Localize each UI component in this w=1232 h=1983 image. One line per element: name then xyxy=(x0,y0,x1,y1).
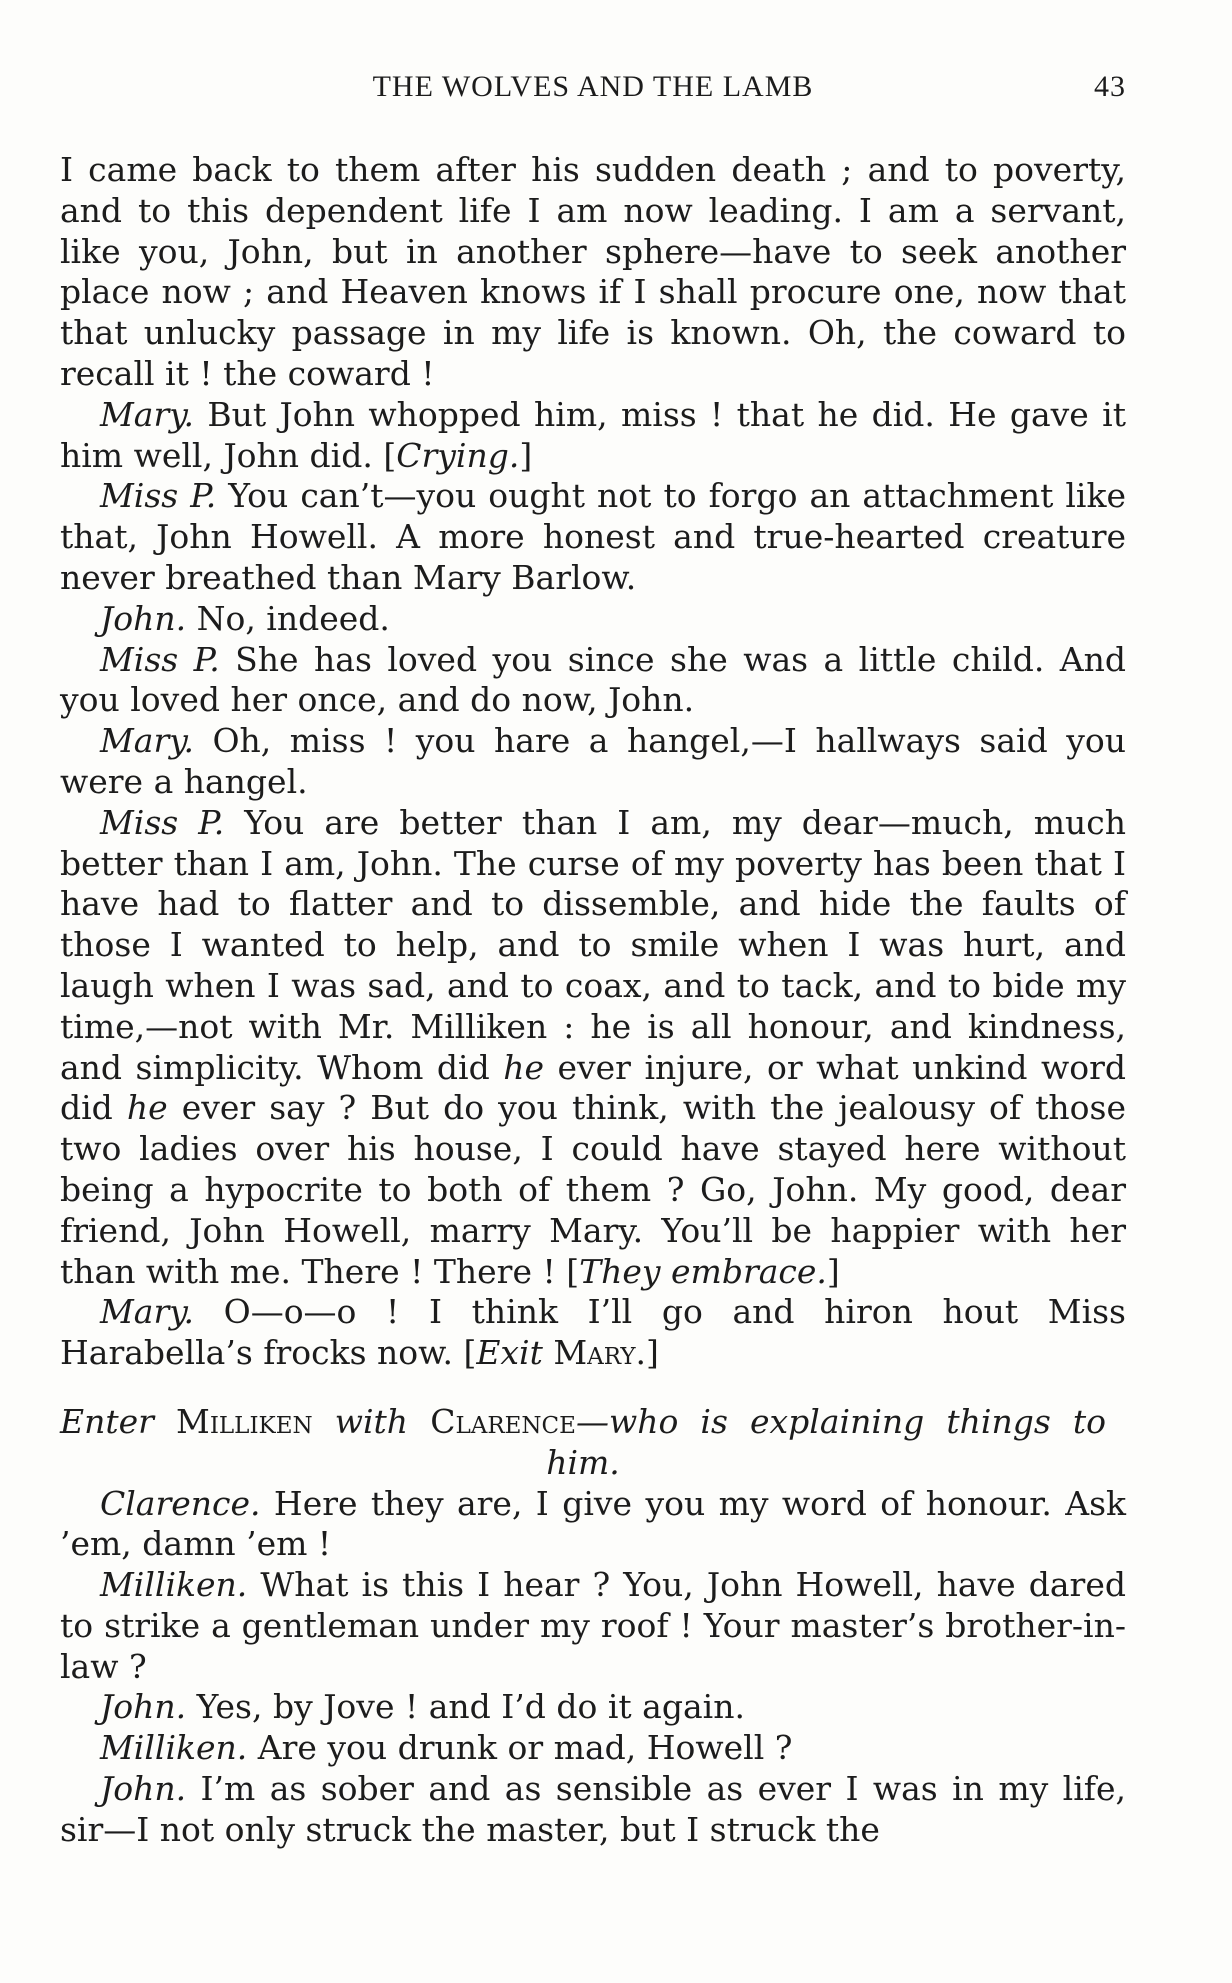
entrance-enter: Enter xyxy=(60,1401,154,1441)
speech-text: What is this I hear ? You, John Howell, have dared to strike a gentleman under my roof ! Your master’s brother-in-law ? xyxy=(60,1565,1126,1686)
speaker-name: Milliken. xyxy=(100,1728,248,1768)
stage-direction: They embrace. xyxy=(579,1251,827,1291)
speech-text: You can’t—you ought not to forgo an attachment like that, John Howell. A more honest and true-hearted creature never breathed than Mary Barlow. xyxy=(60,476,1126,597)
speech-john xyxy=(60,1687,1126,1728)
speaker-name: Clarence. xyxy=(100,1483,261,1523)
speaker-name: John. xyxy=(100,1687,187,1727)
bracket-close: ] xyxy=(646,1333,659,1373)
speech-miss-p xyxy=(60,476,1126,598)
speech-milliken xyxy=(60,1565,1126,1687)
speech-text: Here they are, I give you my word of honour. Ask ’em, damn ’em ! xyxy=(60,1483,1126,1564)
speech-text: No, indeed. xyxy=(186,598,390,638)
speaker-name: Milliken. xyxy=(100,1565,248,1605)
speaker-name: Miss P. xyxy=(100,476,217,516)
stage-direction-exit: Exit xyxy=(476,1333,543,1373)
speaker-name: Mary. xyxy=(100,1292,194,1332)
speaker-name: John. xyxy=(100,598,187,638)
speech-mary xyxy=(60,1292,1126,1374)
continuation-text: I came back to them after his sudden death ; and to poverty, and to this dependent life I am now leading. I am a servant, like you, John, but in another sphere—have to seek another place now ; and Heaven knows if I shall procure one, now that that unlucky passage in my life is known. Oh, the coward to recall it ! the coward ! xyxy=(60,150,1126,393)
speech-text: ever say ? But do you think, with the jealousy of those two ladies over his house, I could have stayed here without being a hypocrite to both of them ? Go, John. My good, dear friend, John Howell, marry Mary. You’ll be happier with her than with me. There ! There ! [ xyxy=(60,1088,1126,1291)
speech-milliken xyxy=(60,1728,1126,1769)
speech-text: Are you drunk or mad, Howell ? xyxy=(247,1728,793,1768)
speech-mary xyxy=(60,721,1126,803)
stage-direction-name: Mary. xyxy=(542,1333,647,1373)
play-text xyxy=(60,150,1126,1851)
speaker-name: Miss P. xyxy=(100,639,220,679)
paragraph-continuation xyxy=(60,150,1126,395)
speech-john xyxy=(60,599,1126,640)
speech-text: She has loved you since she was a little child. And you loved her once, and do now, John. xyxy=(60,639,1126,720)
running-head: THE WOLVES AND THE LAMB xyxy=(372,70,814,103)
page-number: 43 xyxy=(1094,70,1126,103)
stage-direction: Crying. xyxy=(396,435,520,475)
emphasis: he xyxy=(126,1088,168,1128)
emphasis: he xyxy=(503,1047,544,1087)
speech-text: O—o—o ! I think I’ll go and hiron hout Miss Harabella’s frocks now. [ xyxy=(60,1292,1126,1373)
page-header xyxy=(60,70,1126,114)
speech-text: ever injure, or what unkind word did xyxy=(60,1047,1127,1128)
speech-text: Oh, miss ! you hare a hangel,—I hallways said you were a hangel. xyxy=(60,721,1126,801)
speaker-name: Miss P. xyxy=(100,802,225,842)
speech-clarence xyxy=(60,1484,1126,1566)
bracket-close: ] xyxy=(519,435,533,475)
stage-direction-entrance xyxy=(60,1402,1106,1484)
entrance-with: with xyxy=(334,1401,409,1441)
speech-miss-p xyxy=(60,640,1126,722)
speech-text: Yes, by Jove ! and I’d do it again. xyxy=(186,1687,745,1727)
entrance-character: Clarence xyxy=(408,1401,576,1441)
speech-mary xyxy=(60,395,1126,477)
speech-miss-p xyxy=(60,803,1126,1293)
speaker-name: Mary. xyxy=(100,721,194,761)
bracket-close: ] xyxy=(826,1251,840,1291)
speaker-name: John. xyxy=(100,1769,187,1809)
speech-john xyxy=(60,1769,1126,1851)
entrance-description: —who is explaining things to him. xyxy=(546,1401,1106,1482)
speech-text: I’m as sober and as sensible as ever I was in my life, sir—I not only struck the master, but I struck the xyxy=(60,1769,1126,1849)
speech-text: You are better than I am, my dear—much, much better than I am, John. The curse of my poverty has been that I have had to flatter and to dissemble, and hide the faults of those I wanted to help, and to smile when I was hurt, and laugh when I was sad, and to coax, and to tack, and to bide my time,—not with Mr. Milliken : he is all honour, and kindness, and simplicity. Whom did xyxy=(60,802,1126,1087)
speech-text: But John whopped him, miss ! that he did. He gave it him well, John did. [ xyxy=(60,394,1126,475)
speaker-name: Mary. xyxy=(100,394,194,434)
entrance-character: Milliken xyxy=(153,1401,335,1441)
